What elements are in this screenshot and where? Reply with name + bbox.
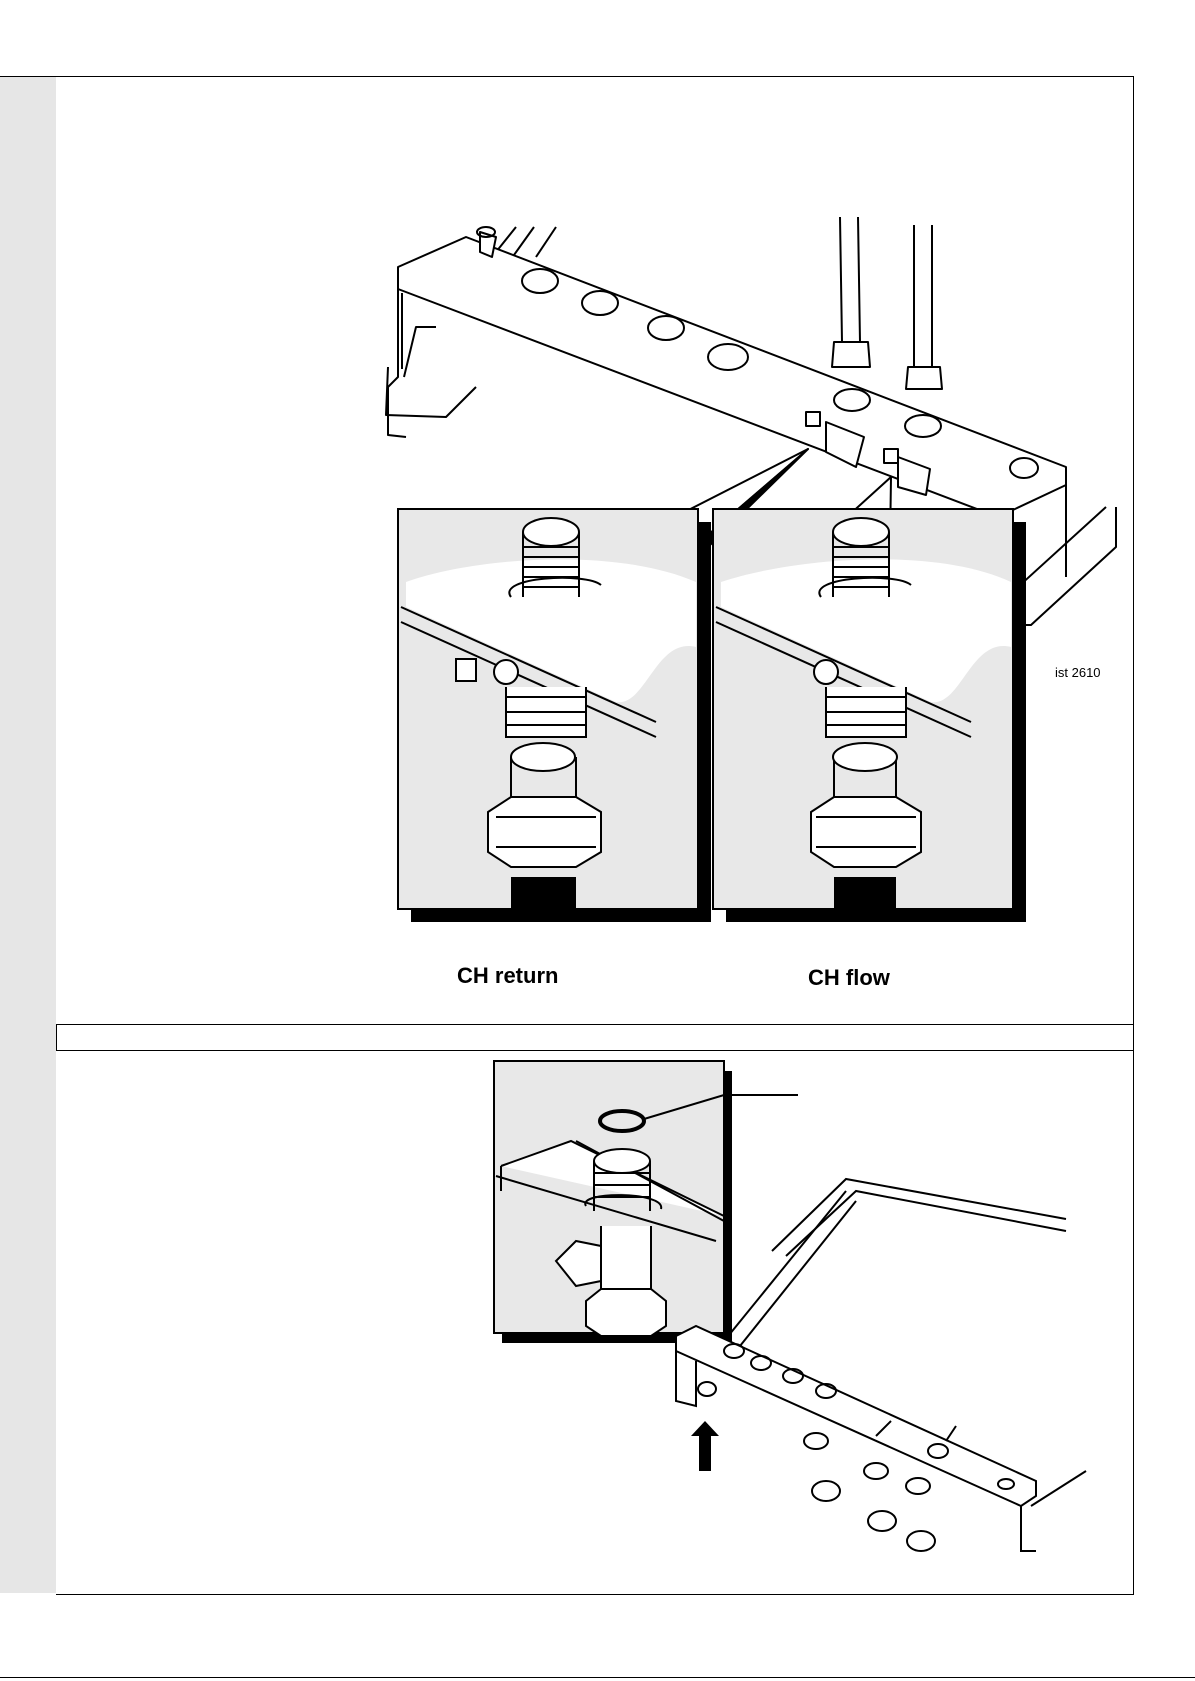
washer-fitting-illustration — [56, 1051, 1133, 1594]
inset-ch-return — [398, 509, 711, 922]
figure-reference: ist 2610 — [1055, 665, 1101, 680]
panel-divider-strip — [56, 1024, 1134, 1050]
bottom-rule — [0, 1677, 1195, 1678]
page-margin-sidebar — [0, 76, 57, 1593]
manifold-illustration — [56, 77, 1133, 1024]
inset-ch-flow — [713, 509, 1026, 922]
label-ch-flow: CH flow — [808, 965, 890, 990]
figure-panel-bottom — [56, 1050, 1134, 1595]
figure-panel-top — [56, 76, 1134, 1025]
label-ch-return: CH return — [457, 963, 559, 988]
